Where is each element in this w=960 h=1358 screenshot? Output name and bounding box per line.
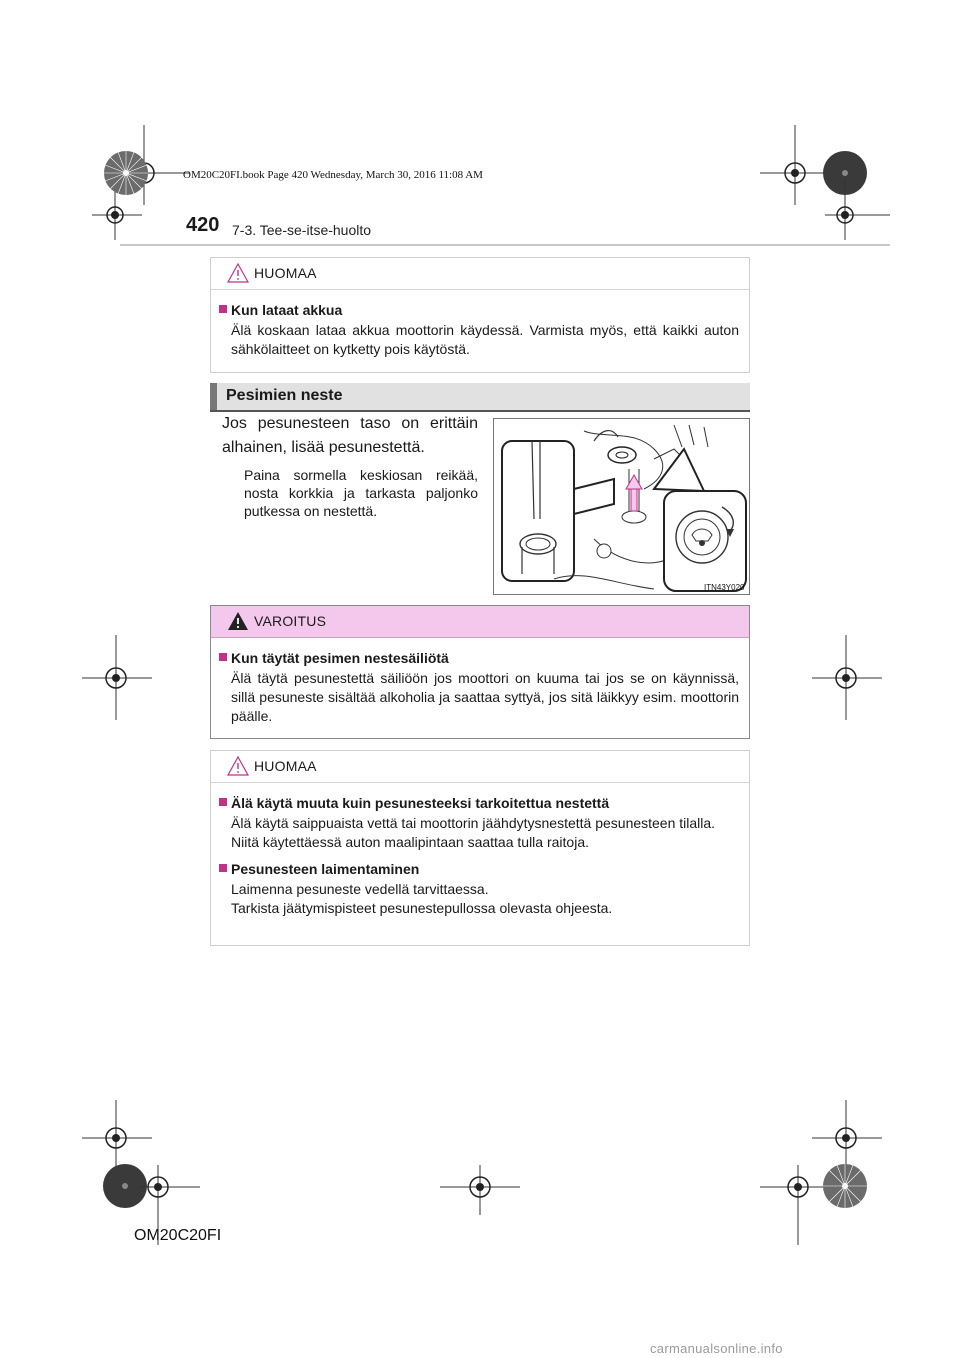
notice-box-washer-fluid: [210, 750, 750, 946]
figure-code: ITN43Y020: [704, 583, 745, 592]
notice-box-battery: [210, 257, 750, 373]
book-stamp: OM20C20FI.book Page 420 Wednesday, March 30, 2016 11:08 AM: [183, 169, 483, 181]
notice-item-text: Tarkista jäätymispisteet pesunestepullossa olevasta ohjeesta.: [231, 900, 613, 916]
registration-target-mid-right: [812, 635, 882, 720]
heading-accent-bar: [210, 383, 217, 410]
notice-item-text: Älä käytä saippuaista vettä tai moottorin jäähdytysnestettä pesunesteen tilalla.: [231, 815, 716, 831]
section-heading-text: Pesimien neste: [226, 387, 343, 404]
registration-target-mid-left: [82, 635, 152, 720]
header-divider: [120, 244, 890, 246]
bullet-square-icon: [219, 305, 227, 313]
notice-label: HUOMAA: [254, 758, 317, 774]
notice-item: [219, 794, 739, 852]
notice-item-text: Älä koskaan lataa akkua moottorin käydessä. Varmista myös, että kaikki auton sähkölaitteet on kytketty pois käytöstä.: [231, 322, 739, 357]
caution-triangle-icon: [227, 756, 249, 781]
registration-target-bottom-right: [812, 1100, 882, 1170]
bullet-square-icon: [219, 798, 227, 806]
bullet-square-icon: [219, 653, 227, 661]
registration-target-top-right: [760, 125, 830, 205]
warning-item: [219, 649, 739, 726]
notice-header: [211, 751, 749, 783]
section-title: 7-3. Tee-se-itse-huolto: [232, 222, 372, 238]
notice-item: [219, 860, 739, 918]
section-instruction: Paina sormella keskiosan reikää, nosta korkkia ja tarkasta paljonko putkessa on nestettä.: [244, 467, 478, 519]
section-heading: [210, 383, 750, 412]
notice-item-text: Laimenna pesuneste vedellä tarvittaessa.: [231, 881, 489, 897]
notice-item-title: Kun lataat akkua: [231, 302, 343, 318]
warning-header: [211, 606, 749, 638]
warning-label: VAROITUS: [254, 613, 327, 629]
registration-target-bottom-3: [760, 1165, 830, 1245]
registration-target-bottom-center: [440, 1165, 520, 1215]
warning-item-text: Älä täytä pesunestettä säiliöön jos moottori on kuuma tai jos se on käynnissä, sillä pesuneste sisältää alkoholia ja saattaa syttyä, jos sitä läikkyy esim. moottorin päälle.: [231, 670, 739, 724]
warning-box: [210, 605, 750, 739]
washer-reservoir-illustration: [493, 418, 750, 595]
watermark: carmanualsonline.info: [650, 1341, 783, 1356]
warning-triangle-icon: [227, 611, 249, 636]
crop-mark-top-right: [825, 180, 890, 240]
notice-label: HUOMAA: [254, 265, 317, 281]
notice-item: [219, 301, 739, 359]
manual-code: OM20C20FI: [134, 1227, 222, 1244]
warning-item-title: Kun täytät pesimen nestesäiliötä: [231, 650, 449, 666]
notice-item-title: Älä käytä muuta kuin pesunesteeksi tarkoitettua nestettä: [231, 795, 610, 811]
caution-triangle-icon: [227, 263, 249, 288]
registration-target-bottom-left: [82, 1100, 152, 1170]
bullet-square-icon: [219, 864, 227, 872]
section-intro: Jos pesunesteen taso on erittäin alhainen, lisää pesunestettä.: [222, 415, 478, 456]
notice-item-title: Pesunesteen laimentaminen: [231, 861, 420, 877]
page-number: 420: [186, 214, 220, 236]
registration-sunburst-top-left: [103, 150, 149, 196]
registration-sunburst-bottom-right: [822, 1163, 868, 1209]
notice-item-text: Niitä käytettäessä auton maalipintaan saattaa tulla raitoja.: [231, 834, 589, 850]
notice-header: [211, 258, 749, 290]
